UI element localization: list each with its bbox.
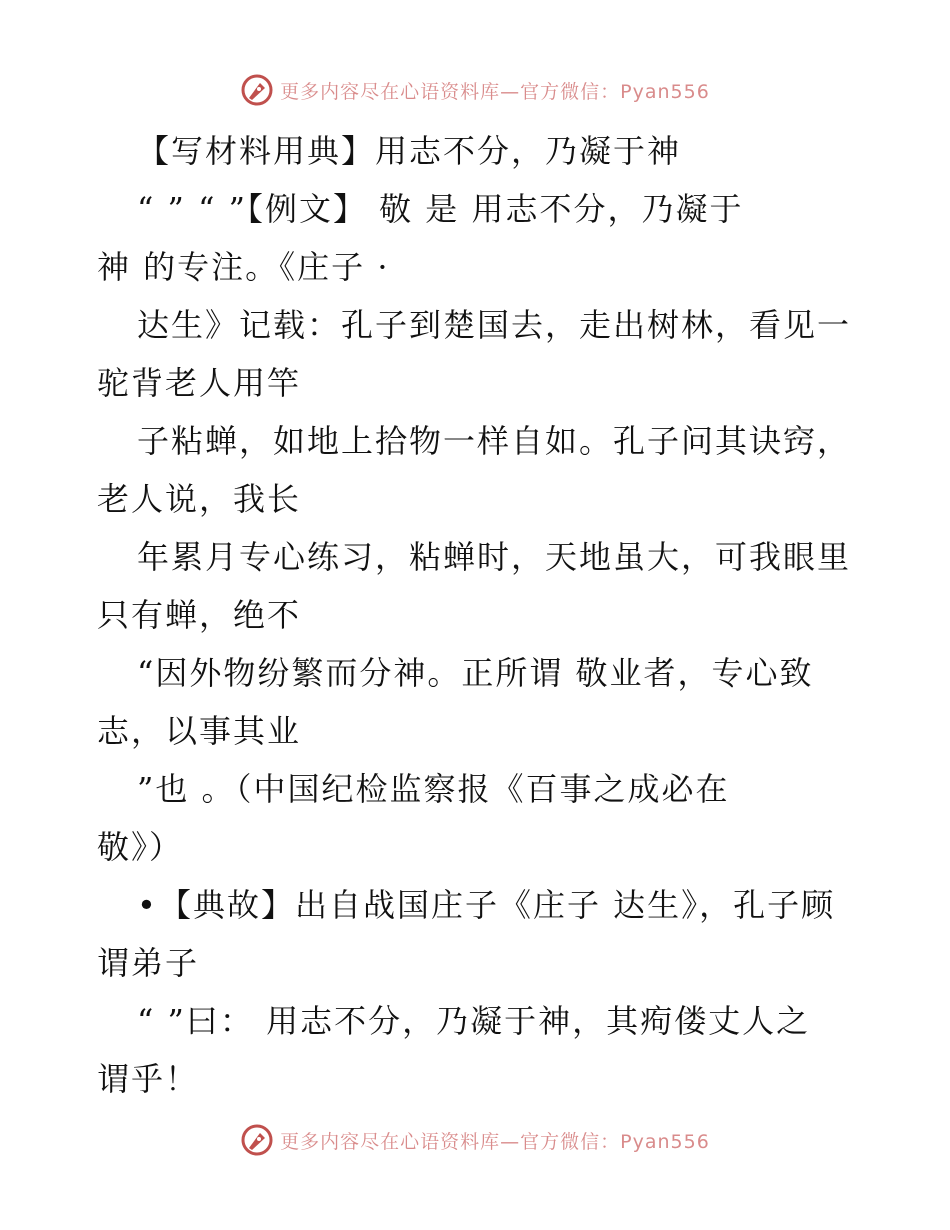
doc-line: 谓乎！ xyxy=(97,1060,200,1098)
doc-line: 达生》记载：孔子到楚国去，走出树林，看见一 xyxy=(137,306,852,344)
watermark-header xyxy=(0,70,950,110)
watermark-text: 更多内容尽在心语资料库—官方微信：Pyan556 xyxy=(280,1130,710,1153)
doc-line: 敬》） xyxy=(97,828,184,866)
doc-line: “ ” “ ”【例文】 敬 是 用志不分，乃凝于 xyxy=(137,190,744,228)
doc-line: 驼背老人用竿 xyxy=(97,364,302,402)
doc-line: “因外物纷繁而分神。正所谓 敬业者，专心致 xyxy=(137,654,814,692)
doc-line: 年累月专心练习，粘蝉时，天地虽大，可我眼里 xyxy=(137,538,852,576)
doc-line: 老人说，我长 xyxy=(97,480,302,518)
doc-line-bullet xyxy=(97,876,857,934)
doc-line: 神 的专注。《庄子 · xyxy=(97,248,390,286)
doc-line: 谓弟子 xyxy=(97,944,200,982)
doc-line: “ ”曰： 用志不分，乃凝于神，其痀偻丈人之 xyxy=(137,1002,811,1040)
doc-line: 只有蝉，绝不 xyxy=(97,596,302,634)
pen-nib-circle-icon xyxy=(240,73,274,107)
doc-line: 子粘蝉，如地上拾物一样自如。孔子问其诀窍， xyxy=(137,422,852,460)
doc-line: ”也 。（中国纪检监察报《百事之成必在 xyxy=(137,770,730,808)
bullet-icon: • xyxy=(137,886,158,924)
pen-nib-circle-icon xyxy=(240,1123,274,1157)
bullet-text: 【典故】出自战国庄子《庄子 达生》，孔子顾 xyxy=(159,886,836,924)
watermark-text: 更多内容尽在心语资料库—官方微信：Pyan556 xyxy=(280,80,710,103)
document-body xyxy=(97,122,857,1108)
watermark-footer xyxy=(0,1120,950,1160)
doc-line: 志，以事其业 xyxy=(97,712,302,750)
doc-line: 【写材料用典】用志不分，乃凝于神 xyxy=(137,132,682,170)
